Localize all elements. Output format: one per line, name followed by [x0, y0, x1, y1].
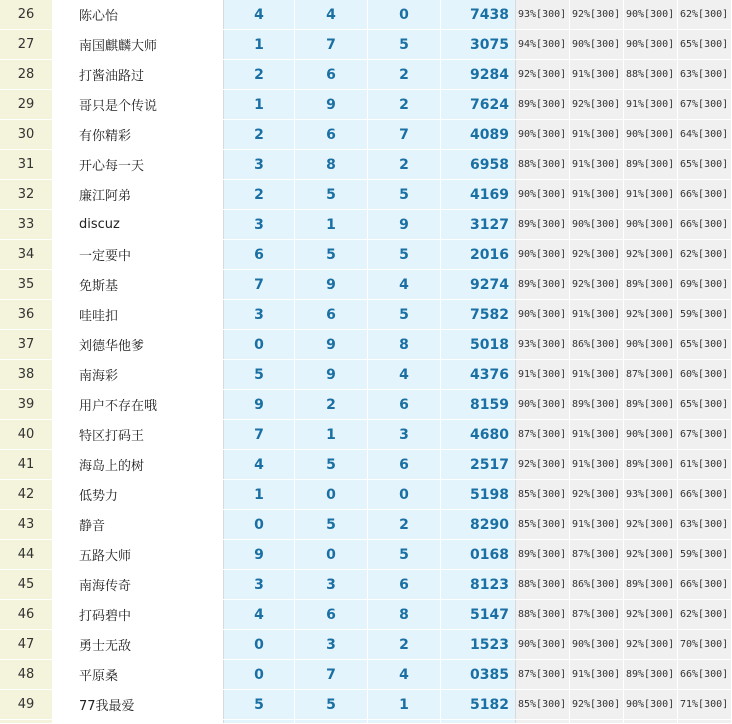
- percent-1-cell: 85%[300]: [516, 510, 570, 540]
- table-row: [0, 60, 732, 90]
- digit-2-cell: 0: [295, 540, 368, 570]
- digit-3-cell: 0: [368, 0, 441, 30]
- username-cell: 海岛上的树: [53, 450, 224, 480]
- rank-cell: 29: [0, 90, 53, 120]
- percent-1-cell: 85%[300]: [516, 690, 570, 720]
- rank-cell: 45: [0, 570, 53, 600]
- digit-1-cell: 1: [224, 480, 295, 510]
- percent-3-cell: 92%[300]: [624, 600, 678, 630]
- table-row: [0, 240, 732, 270]
- code-cell: 5198: [441, 480, 516, 510]
- percent-2-cell: 91%[300]: [570, 450, 624, 480]
- percent-4-cell: 69%[300]: [678, 270, 732, 300]
- username-cell: 五路大师: [53, 540, 224, 570]
- table-row: [0, 480, 732, 510]
- percent-4-cell: 63%[300]: [678, 60, 732, 90]
- digit-1-cell: 7: [224, 270, 295, 300]
- username-cell: 勇士无敌: [53, 630, 224, 660]
- username-cell: 南海彩: [53, 360, 224, 390]
- percent-3-cell: 89%[300]: [624, 270, 678, 300]
- digit-3-cell: 8: [368, 600, 441, 630]
- percent-4-cell: 71%[300]: [678, 690, 732, 720]
- table-row-partial: [0, 720, 732, 724]
- rank-cell: 26: [0, 0, 53, 30]
- percent-1-cell: 85%[300]: [516, 480, 570, 510]
- digit-2-cell: 5: [295, 690, 368, 720]
- rank-cell: 32: [0, 180, 53, 210]
- digit-2-cell: 5: [295, 450, 368, 480]
- percent-3-cell: 91%[300]: [624, 180, 678, 210]
- code-cell: 6958: [441, 150, 516, 180]
- username-cell: 南国麒麟大师: [53, 30, 224, 60]
- digit-1-cell: 0: [224, 630, 295, 660]
- digit-3-cell: 0: [368, 480, 441, 510]
- digit-1-cell: 3: [224, 210, 295, 240]
- digit-1-cell: 3: [224, 570, 295, 600]
- percent-2-cell: 89%[300]: [570, 390, 624, 420]
- table-row: [0, 660, 732, 690]
- digit-2-cell: 6: [295, 120, 368, 150]
- percent-3-cell: 92%[300]: [624, 240, 678, 270]
- percent-2-cell: 91%[300]: [570, 510, 624, 540]
- digit-2-cell: 6: [295, 600, 368, 630]
- digit-1-cell: 2: [224, 180, 295, 210]
- rank-cell: 30: [0, 120, 53, 150]
- digit-1-cell: 5: [224, 360, 295, 390]
- percent-3-cell: 90%[300]: [624, 330, 678, 360]
- digit-2-cell: 5: [295, 180, 368, 210]
- code-cell: 4169: [441, 180, 516, 210]
- code-cell: 4376: [441, 360, 516, 390]
- percent-1-cell: 90%[300]: [516, 240, 570, 270]
- percent-4-cell: 62%[300]: [678, 240, 732, 270]
- partial-cell: [624, 720, 678, 724]
- code-cell: 2016: [441, 240, 516, 270]
- percent-1-cell: 94%[300]: [516, 30, 570, 60]
- table-row: [0, 330, 732, 360]
- percent-2-cell: 92%[300]: [570, 270, 624, 300]
- percent-3-cell: 93%[300]: [624, 480, 678, 510]
- percent-3-cell: 90%[300]: [624, 210, 678, 240]
- rank-cell: 39: [0, 390, 53, 420]
- rank-cell: 42: [0, 480, 53, 510]
- username-cell: 廉江阿弟: [53, 180, 224, 210]
- code-cell: 4680: [441, 420, 516, 450]
- digit-1-cell: 3: [224, 150, 295, 180]
- table-row: [0, 210, 732, 240]
- percent-1-cell: 87%[300]: [516, 420, 570, 450]
- percent-2-cell: 86%[300]: [570, 330, 624, 360]
- digit-2-cell: 2: [295, 390, 368, 420]
- percent-4-cell: 66%[300]: [678, 570, 732, 600]
- digit-3-cell: 2: [368, 150, 441, 180]
- percent-4-cell: 67%[300]: [678, 420, 732, 450]
- percent-4-cell: 62%[300]: [678, 0, 732, 30]
- rank-cell: 49: [0, 690, 53, 720]
- digit-1-cell: 2: [224, 60, 295, 90]
- percent-4-cell: 67%[300]: [678, 90, 732, 120]
- code-cell: 8290: [441, 510, 516, 540]
- code-cell: 7624: [441, 90, 516, 120]
- digit-3-cell: 5: [368, 180, 441, 210]
- digit-2-cell: 3: [295, 630, 368, 660]
- percent-1-cell: 90%[300]: [516, 390, 570, 420]
- username-cell: 用户不存在哦: [53, 390, 224, 420]
- digit-2-cell: 5: [295, 510, 368, 540]
- partial-cell: [368, 720, 441, 724]
- code-cell: 9274: [441, 270, 516, 300]
- username-cell: 开心每一天: [53, 150, 224, 180]
- table-row: [0, 420, 732, 450]
- digit-1-cell: 3: [224, 300, 295, 330]
- percent-3-cell: 89%[300]: [624, 150, 678, 180]
- code-cell: 7582: [441, 300, 516, 330]
- percent-4-cell: 59%[300]: [678, 540, 732, 570]
- digit-1-cell: 4: [224, 450, 295, 480]
- digit-3-cell: 9: [368, 210, 441, 240]
- digit-1-cell: 5: [224, 690, 295, 720]
- table-row: [0, 180, 732, 210]
- percent-2-cell: 92%[300]: [570, 690, 624, 720]
- digit-2-cell: 7: [295, 660, 368, 690]
- percent-3-cell: 92%[300]: [624, 630, 678, 660]
- digit-1-cell: 7: [224, 420, 295, 450]
- table-row: [0, 0, 732, 30]
- digit-1-cell: 0: [224, 660, 295, 690]
- percent-1-cell: 89%[300]: [516, 540, 570, 570]
- digit-3-cell: 4: [368, 270, 441, 300]
- percent-1-cell: 88%[300]: [516, 600, 570, 630]
- percent-1-cell: 90%[300]: [516, 180, 570, 210]
- table-row: [0, 510, 732, 540]
- digit-1-cell: 9: [224, 390, 295, 420]
- rank-cell: 44: [0, 540, 53, 570]
- table-row: [0, 300, 732, 330]
- percent-3-cell: 92%[300]: [624, 510, 678, 540]
- username-cell: 低势力: [53, 480, 224, 510]
- percent-1-cell: 92%[300]: [516, 450, 570, 480]
- percent-2-cell: 90%[300]: [570, 210, 624, 240]
- percent-2-cell: 91%[300]: [570, 360, 624, 390]
- percent-3-cell: 90%[300]: [624, 120, 678, 150]
- username-cell: 南海传奇: [53, 570, 224, 600]
- percent-2-cell: 87%[300]: [570, 540, 624, 570]
- digit-1-cell: 1: [224, 30, 295, 60]
- percent-4-cell: 65%[300]: [678, 30, 732, 60]
- code-cell: 7438: [441, 0, 516, 30]
- digit-3-cell: 5: [368, 240, 441, 270]
- username-cell: 有你精彩: [53, 120, 224, 150]
- table-row: [0, 540, 732, 570]
- percent-4-cell: 66%[300]: [678, 210, 732, 240]
- rank-cell: 38: [0, 360, 53, 390]
- digit-3-cell: 6: [368, 390, 441, 420]
- digit-3-cell: 2: [368, 630, 441, 660]
- digit-2-cell: 0: [295, 480, 368, 510]
- digit-3-cell: 5: [368, 300, 441, 330]
- percent-2-cell: 90%[300]: [570, 30, 624, 60]
- percent-3-cell: 89%[300]: [624, 390, 678, 420]
- percent-4-cell: 65%[300]: [678, 150, 732, 180]
- rank-cell: 31: [0, 150, 53, 180]
- table-row: [0, 120, 732, 150]
- username-cell: 77我最爱: [53, 690, 224, 720]
- code-cell: 0168: [441, 540, 516, 570]
- percent-4-cell: 64%[300]: [678, 120, 732, 150]
- code-cell: 8159: [441, 390, 516, 420]
- table-row: [0, 570, 732, 600]
- table-row: [0, 630, 732, 660]
- percent-4-cell: 70%[300]: [678, 630, 732, 660]
- code-cell: 3075: [441, 30, 516, 60]
- percent-2-cell: 92%[300]: [570, 480, 624, 510]
- partial-cell: [295, 720, 368, 724]
- table-row: [0, 270, 732, 300]
- partial-cell: [516, 720, 570, 724]
- percent-1-cell: 89%[300]: [516, 210, 570, 240]
- rank-cell: 34: [0, 240, 53, 270]
- digit-3-cell: 6: [368, 570, 441, 600]
- rank-cell: 46: [0, 600, 53, 630]
- digit-3-cell: 7: [368, 120, 441, 150]
- code-cell: 0385: [441, 660, 516, 690]
- percent-3-cell: 90%[300]: [624, 30, 678, 60]
- percent-4-cell: 65%[300]: [678, 390, 732, 420]
- username-cell: 平原桑: [53, 660, 224, 690]
- code-cell: 5018: [441, 330, 516, 360]
- digit-3-cell: 1: [368, 690, 441, 720]
- code-cell: 9284: [441, 60, 516, 90]
- percent-1-cell: 88%[300]: [516, 570, 570, 600]
- percent-1-cell: 92%[300]: [516, 60, 570, 90]
- digit-2-cell: 7: [295, 30, 368, 60]
- percent-1-cell: 89%[300]: [516, 270, 570, 300]
- percent-2-cell: 90%[300]: [570, 630, 624, 660]
- username-cell: discuz: [53, 210, 224, 240]
- digit-3-cell: 5: [368, 30, 441, 60]
- rank-cell: 41: [0, 450, 53, 480]
- percent-3-cell: 90%[300]: [624, 420, 678, 450]
- digit-1-cell: 9: [224, 540, 295, 570]
- digit-3-cell: 8: [368, 330, 441, 360]
- digit-3-cell: 4: [368, 360, 441, 390]
- digit-3-cell: 2: [368, 510, 441, 540]
- percent-4-cell: 65%[300]: [678, 330, 732, 360]
- digit-3-cell: 5: [368, 540, 441, 570]
- percent-4-cell: 61%[300]: [678, 450, 732, 480]
- digit-2-cell: 6: [295, 60, 368, 90]
- username-cell: 哥只是个传说: [53, 90, 224, 120]
- username-cell: 特区打码王: [53, 420, 224, 450]
- percent-3-cell: 89%[300]: [624, 570, 678, 600]
- percent-3-cell: 89%[300]: [624, 660, 678, 690]
- digit-3-cell: 2: [368, 60, 441, 90]
- code-cell: 5182: [441, 690, 516, 720]
- rank-cell: 27: [0, 30, 53, 60]
- code-cell: 3127: [441, 210, 516, 240]
- rank-cell: 37: [0, 330, 53, 360]
- rank-cell: 40: [0, 420, 53, 450]
- table-row: [0, 690, 732, 720]
- percent-3-cell: 90%[300]: [624, 0, 678, 30]
- rank-cell: 33: [0, 210, 53, 240]
- partial-cell: [53, 720, 224, 724]
- percent-2-cell: 91%[300]: [570, 60, 624, 90]
- percent-2-cell: 91%[300]: [570, 660, 624, 690]
- percent-2-cell: 91%[300]: [570, 180, 624, 210]
- rank-cell: 35: [0, 270, 53, 300]
- rank-cell: 28: [0, 60, 53, 90]
- digit-2-cell: 9: [295, 330, 368, 360]
- rank-cell: 36: [0, 300, 53, 330]
- percent-1-cell: 89%[300]: [516, 90, 570, 120]
- table-row: [0, 600, 732, 630]
- table-row: [0, 150, 732, 180]
- digit-2-cell: 6: [295, 300, 368, 330]
- percent-3-cell: 89%[300]: [624, 450, 678, 480]
- rank-cell: 48: [0, 660, 53, 690]
- percent-1-cell: 88%[300]: [516, 150, 570, 180]
- digit-1-cell: 6: [224, 240, 295, 270]
- digit-1-cell: 4: [224, 600, 295, 630]
- code-cell: 8123: [441, 570, 516, 600]
- digit-3-cell: 6: [368, 450, 441, 480]
- digit-2-cell: 9: [295, 360, 368, 390]
- username-cell: 陈心怡: [53, 0, 224, 30]
- username-cell: 打酱油路过: [53, 60, 224, 90]
- percent-1-cell: 93%[300]: [516, 330, 570, 360]
- digit-1-cell: 0: [224, 510, 295, 540]
- table-row: [0, 360, 732, 390]
- digit-2-cell: 8: [295, 150, 368, 180]
- table-row: [0, 450, 732, 480]
- username-cell: 刘德华他爹: [53, 330, 224, 360]
- percent-2-cell: 91%[300]: [570, 120, 624, 150]
- digit-2-cell: 9: [295, 270, 368, 300]
- percent-1-cell: 93%[300]: [516, 0, 570, 30]
- partial-cell: [224, 720, 295, 724]
- percent-4-cell: 60%[300]: [678, 360, 732, 390]
- digit-1-cell: 0: [224, 330, 295, 360]
- percent-2-cell: 87%[300]: [570, 600, 624, 630]
- username-cell: 一定要中: [53, 240, 224, 270]
- percent-2-cell: 91%[300]: [570, 300, 624, 330]
- username-cell: 哇哇扣: [53, 300, 224, 330]
- percent-3-cell: 90%[300]: [624, 690, 678, 720]
- percent-3-cell: 88%[300]: [624, 60, 678, 90]
- partial-cell: [0, 720, 53, 724]
- percent-4-cell: 66%[300]: [678, 480, 732, 510]
- percent-1-cell: 90%[300]: [516, 120, 570, 150]
- digit-3-cell: 2: [368, 90, 441, 120]
- partial-cell: [678, 720, 732, 724]
- percent-1-cell: 91%[300]: [516, 360, 570, 390]
- percent-4-cell: 62%[300]: [678, 600, 732, 630]
- percent-2-cell: 86%[300]: [570, 570, 624, 600]
- username-cell: 免斯基: [53, 270, 224, 300]
- percent-2-cell: 92%[300]: [570, 90, 624, 120]
- digit-1-cell: 1: [224, 90, 295, 120]
- digit-2-cell: 1: [295, 210, 368, 240]
- percent-4-cell: 59%[300]: [678, 300, 732, 330]
- code-cell: 4089: [441, 120, 516, 150]
- percent-1-cell: 90%[300]: [516, 630, 570, 660]
- digit-1-cell: 4: [224, 0, 295, 30]
- rank-cell: 47: [0, 630, 53, 660]
- table-row: [0, 30, 732, 60]
- digit-2-cell: 1: [295, 420, 368, 450]
- code-cell: 5147: [441, 600, 516, 630]
- username-cell: 静音: [53, 510, 224, 540]
- percent-3-cell: 87%[300]: [624, 360, 678, 390]
- percent-3-cell: 92%[300]: [624, 540, 678, 570]
- digit-1-cell: 2: [224, 120, 295, 150]
- percent-2-cell: 91%[300]: [570, 150, 624, 180]
- username-cell: 打码碧中: [53, 600, 224, 630]
- percent-1-cell: 87%[300]: [516, 660, 570, 690]
- partial-cell: [441, 720, 516, 724]
- percent-1-cell: 90%[300]: [516, 300, 570, 330]
- percent-4-cell: 66%[300]: [678, 180, 732, 210]
- percent-3-cell: 92%[300]: [624, 300, 678, 330]
- percent-4-cell: 63%[300]: [678, 510, 732, 540]
- rank-cell: 43: [0, 510, 53, 540]
- code-cell: 1523: [441, 630, 516, 660]
- percent-2-cell: 91%[300]: [570, 420, 624, 450]
- table-row: [0, 90, 732, 120]
- digit-2-cell: 5: [295, 240, 368, 270]
- table-row: [0, 390, 732, 420]
- digit-3-cell: 4: [368, 660, 441, 690]
- code-cell: 2517: [441, 450, 516, 480]
- digit-2-cell: 4: [295, 0, 368, 30]
- digit-3-cell: 3: [368, 420, 441, 450]
- digit-2-cell: 9: [295, 90, 368, 120]
- digit-2-cell: 3: [295, 570, 368, 600]
- percent-4-cell: 66%[300]: [678, 660, 732, 690]
- percent-2-cell: 92%[300]: [570, 0, 624, 30]
- partial-cell: [570, 720, 624, 724]
- percent-3-cell: 91%[300]: [624, 90, 678, 120]
- percent-2-cell: 92%[300]: [570, 240, 624, 270]
